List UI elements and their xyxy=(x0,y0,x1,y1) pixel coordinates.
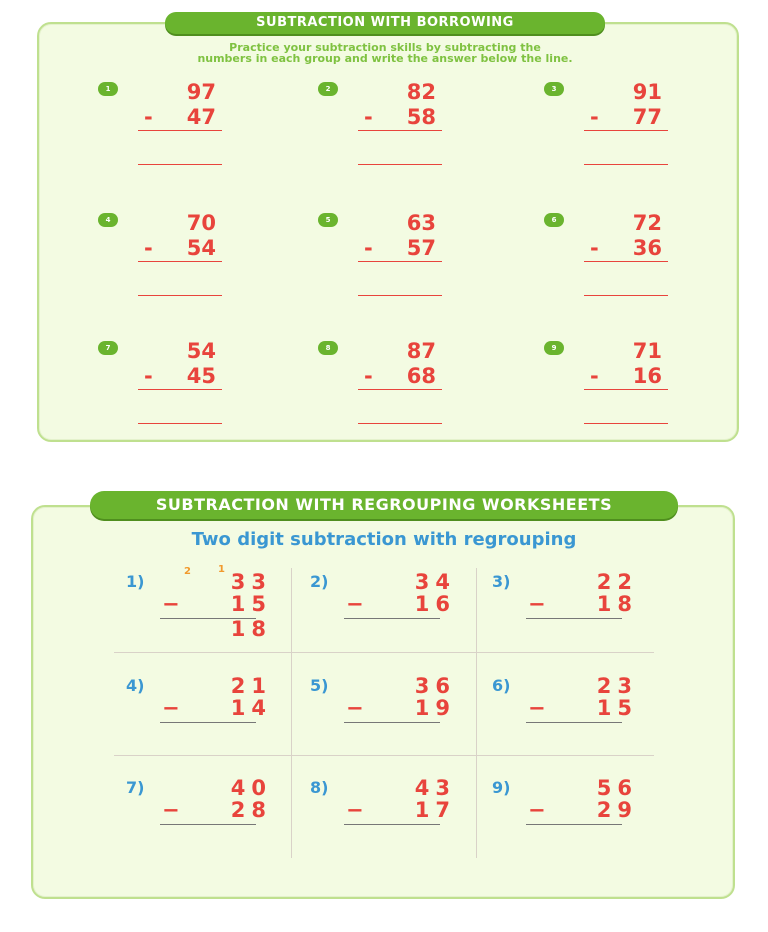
regrouping-problem-3 xyxy=(492,572,652,662)
minus-sign: - xyxy=(144,364,153,388)
minus-sign: - xyxy=(590,236,599,260)
problem-label: 4) xyxy=(126,676,145,695)
problem-number-badge: 5 xyxy=(318,213,338,227)
operation-line xyxy=(160,722,256,723)
minuend: 82 xyxy=(406,80,436,104)
answer-line[interactable] xyxy=(358,295,442,296)
borrowing-problem-6 xyxy=(544,213,674,313)
minus-sign: − xyxy=(162,798,186,822)
minuend: 22 xyxy=(596,570,638,594)
problem-label: 5) xyxy=(310,676,329,695)
answer-line[interactable] xyxy=(138,295,222,296)
subtrahend: 77 xyxy=(632,105,662,129)
minus-sign: − xyxy=(346,592,370,616)
problem-number-badge: 4 xyxy=(98,213,118,227)
problem-number-badge: 8 xyxy=(318,341,338,355)
minuend: 54 xyxy=(186,339,216,363)
subtrahend: 68 xyxy=(406,364,436,388)
subtrahend: 54 xyxy=(186,236,216,260)
subtrahend: 45 xyxy=(186,364,216,388)
subtrahend: 36 xyxy=(632,236,662,260)
grid-divider-vertical xyxy=(291,568,292,858)
minuend: 91 xyxy=(632,80,662,104)
regrouping-problem-9 xyxy=(492,778,652,868)
answer-line[interactable] xyxy=(584,164,668,165)
regrouping-title-banner: SUBTRACTION WITH REGROUPING WORKSHEETS xyxy=(90,491,678,519)
minuend: 43 xyxy=(414,776,456,800)
subtrahend: 16 xyxy=(414,592,456,616)
subtrahend: 18 xyxy=(596,592,638,616)
minus-sign: - xyxy=(364,364,373,388)
problem-label: 9) xyxy=(492,778,511,797)
subtrahend: 14 xyxy=(230,696,272,720)
operation-line xyxy=(138,261,222,262)
subtrahend: 58 xyxy=(406,105,436,129)
regrouping-problem-2 xyxy=(310,572,470,662)
regrouping-problem-5 xyxy=(310,676,470,766)
minus-sign: - xyxy=(364,236,373,260)
problem-label: 7) xyxy=(126,778,145,797)
operation-line xyxy=(526,722,622,723)
problem-number-badge: 9 xyxy=(544,341,564,355)
minuend: 72 xyxy=(632,211,662,235)
problem-label: 1) xyxy=(126,572,145,591)
minuend: 63 xyxy=(406,211,436,235)
borrowing-problem-3 xyxy=(544,82,674,182)
borrowing-problem-1 xyxy=(98,82,228,182)
minuend: 23 xyxy=(596,674,638,698)
grid-divider-vertical xyxy=(476,568,477,858)
problem-label: 2) xyxy=(310,572,329,591)
problem-label: 6) xyxy=(492,676,511,695)
operation-line xyxy=(584,389,668,390)
borrowing-problem-5 xyxy=(318,213,448,313)
problem-number-badge: 2 xyxy=(318,82,338,96)
minus-sign: - xyxy=(364,105,373,129)
borrowing-problem-2 xyxy=(318,82,448,182)
operation-line xyxy=(160,824,256,825)
regrouping-problem-6 xyxy=(492,676,652,766)
minuend: 87 xyxy=(406,339,436,363)
problem-number-badge: 1 xyxy=(98,82,118,96)
regrouping-problem-8 xyxy=(310,778,470,868)
borrowing-title-banner: SUBTRACTION WITH BORROWING xyxy=(165,12,605,34)
minuend: 71 xyxy=(632,339,662,363)
minuend: 36 xyxy=(414,674,456,698)
subtrahend: 28 xyxy=(230,798,272,822)
subtrahend: 15 xyxy=(230,592,272,616)
subtrahend: 19 xyxy=(414,696,456,720)
subtrahend: 29 xyxy=(596,798,638,822)
problem-number-badge: 6 xyxy=(544,213,564,227)
instructions-line-1: Practice your subtraction skills by subtracting the xyxy=(229,41,541,54)
instructions-line-2: numbers in each group and write the answer below the line. xyxy=(197,52,573,65)
minuend: 40 xyxy=(230,776,272,800)
borrowing-problem-8 xyxy=(318,341,448,441)
regrouping-subtitle: Two digit subtraction with regrouping xyxy=(191,529,577,550)
minus-sign: − xyxy=(162,592,186,616)
minus-sign: − xyxy=(346,798,370,822)
minuend: 70 xyxy=(186,211,216,235)
minus-sign: - xyxy=(144,236,153,260)
minus-sign: - xyxy=(590,364,599,388)
problem-label: 3) xyxy=(492,572,511,591)
minus-sign: - xyxy=(144,105,153,129)
minus-sign: − xyxy=(162,696,186,720)
minus-sign: − xyxy=(528,798,552,822)
minus-sign: − xyxy=(346,696,370,720)
answer[interactable]: 18 xyxy=(230,617,272,641)
minuend: 33 xyxy=(230,570,272,594)
problem-number-badge: 7 xyxy=(98,341,118,355)
operation-line xyxy=(526,824,622,825)
minuend: 56 xyxy=(596,776,638,800)
operation-line xyxy=(358,261,442,262)
subtrahend: 16 xyxy=(632,364,662,388)
minus-sign: − xyxy=(528,696,552,720)
operation-line xyxy=(138,389,222,390)
problem-number-badge: 3 xyxy=(544,82,564,96)
operation-line xyxy=(138,130,222,131)
regrouping-problem-7 xyxy=(126,778,286,868)
regrouping-problem-1 xyxy=(126,564,286,662)
operation-line xyxy=(526,618,622,619)
answer-line[interactable] xyxy=(584,295,668,296)
answer-line[interactable] xyxy=(138,423,222,424)
answer-line[interactable] xyxy=(138,164,222,165)
minuend: 34 xyxy=(414,570,456,594)
minus-sign: − xyxy=(528,592,552,616)
operation-line xyxy=(584,261,668,262)
minuend: 21 xyxy=(230,674,272,698)
operation-line xyxy=(358,130,442,131)
borrow-mark-tens: 2 xyxy=(184,566,191,577)
operation-line xyxy=(344,722,440,723)
problem-label: 8) xyxy=(310,778,329,797)
operation-line xyxy=(358,389,442,390)
borrowing-problem-9 xyxy=(544,341,674,441)
minus-sign: - xyxy=(590,105,599,129)
borrow-mark-ones: 1 xyxy=(218,564,225,575)
operation-line xyxy=(344,618,440,619)
answer-line[interactable] xyxy=(358,164,442,165)
regrouping-problem-4 xyxy=(126,676,286,766)
operation-line xyxy=(344,824,440,825)
minuend: 97 xyxy=(186,80,216,104)
answer-line[interactable] xyxy=(358,423,442,424)
borrowing-instructions xyxy=(140,42,630,64)
borrowing-problem-4 xyxy=(98,213,228,313)
answer-line[interactable] xyxy=(584,423,668,424)
borrowing-problem-7 xyxy=(98,341,228,441)
subtrahend: 57 xyxy=(406,236,436,260)
subtrahend: 47 xyxy=(186,105,216,129)
subtrahend: 17 xyxy=(414,798,456,822)
operation-line xyxy=(584,130,668,131)
subtrahend: 15 xyxy=(596,696,638,720)
